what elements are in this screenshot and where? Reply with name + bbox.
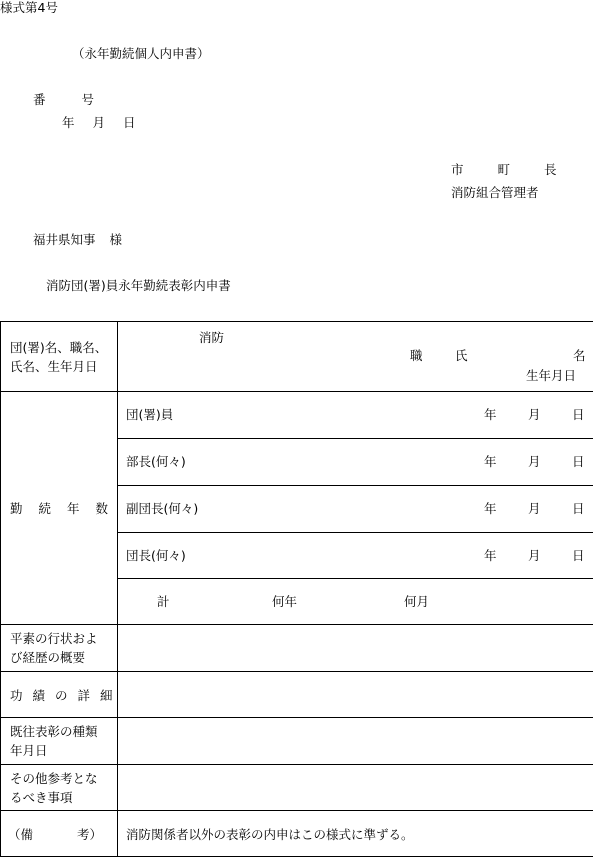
mayor-label bbox=[451, 162, 557, 177]
service-year-2: 年 bbox=[484, 454, 497, 469]
number-label bbox=[33, 92, 94, 107]
service-day-4: 日 bbox=[572, 548, 585, 563]
service-role-cell-4 bbox=[118, 533, 593, 579]
total-label: 計 bbox=[157, 594, 170, 609]
other-label-line-1: その他参考とな bbox=[10, 770, 98, 786]
service-role-2: 部長(何々) bbox=[126, 454, 186, 469]
other-label-line-2: るべき事項 bbox=[10, 789, 73, 805]
form-subtitle: （永年勤続個人内申書） bbox=[72, 46, 210, 61]
service-day-3: 日 bbox=[572, 501, 585, 516]
merit-label-cell bbox=[1, 672, 118, 718]
fire-union-manager: 消防組合管理者 bbox=[451, 185, 539, 200]
service-month-2: 月 bbox=[528, 454, 541, 469]
identity-label-line-1: 団(署)名、職名、 bbox=[10, 339, 108, 355]
position-label: 職 bbox=[410, 348, 423, 363]
mayor-town: 町 bbox=[497, 162, 511, 177]
past-awards-label-cell bbox=[1, 718, 118, 765]
service-row-1 bbox=[1, 392, 593, 439]
merit-char-2: 績 bbox=[32, 687, 46, 703]
service-month-1: 月 bbox=[528, 407, 541, 422]
merit-row bbox=[1, 672, 593, 718]
service-year-4: 年 bbox=[484, 548, 497, 563]
service-years-label bbox=[1, 499, 117, 517]
service-years-char-3: 年 bbox=[67, 501, 80, 516]
date-month: 月 bbox=[92, 115, 106, 130]
service-month-4: 月 bbox=[528, 548, 541, 563]
service-day-1: 日 bbox=[572, 407, 585, 422]
number-label-char-2: 号 bbox=[81, 92, 95, 107]
conduct-row bbox=[1, 625, 593, 672]
document-title: 消防団(署)員永年勤続表彰内申書 bbox=[46, 278, 231, 293]
addressee-honorific: 様 bbox=[109, 232, 123, 247]
form-number: 様式第4号 bbox=[0, 0, 58, 15]
merit-value-cell bbox=[118, 672, 593, 718]
mayor-city: 市 bbox=[451, 162, 464, 177]
service-year-3: 年 bbox=[484, 501, 497, 516]
mayor-head: 長 bbox=[544, 162, 557, 177]
date-day: 日 bbox=[123, 115, 136, 130]
past-awards-label-line-2: 年月日 bbox=[10, 743, 48, 758]
identity-label-line-2: 氏名、生年月日 bbox=[10, 358, 98, 374]
total-months: 何月 bbox=[404, 594, 430, 609]
fire-dept-label: 消防 bbox=[199, 330, 225, 345]
past-awards-row bbox=[1, 718, 593, 765]
service-year-1: 年 bbox=[484, 407, 497, 422]
past-awards-label-line-1: 既往表彰の種類 bbox=[10, 724, 98, 739]
remarks-label-open: （備 bbox=[8, 826, 34, 842]
service-role-1: 団(署)員 bbox=[126, 407, 174, 422]
application-form-table bbox=[0, 321, 593, 857]
addressee-name: 福井県知事 bbox=[33, 232, 96, 247]
service-role-cell-2 bbox=[118, 439, 593, 486]
merit-label bbox=[1, 686, 117, 704]
service-role-cell-1 bbox=[118, 392, 593, 439]
number-label-char-1: 番 bbox=[33, 92, 46, 107]
merit-char-5: 細 bbox=[100, 687, 113, 703]
remarks-label-cell bbox=[1, 811, 118, 857]
date-year: 年 bbox=[62, 115, 75, 130]
service-total-cell bbox=[118, 579, 593, 625]
conduct-label-cell bbox=[1, 625, 118, 672]
other-row bbox=[1, 765, 593, 811]
name-label-part-2: 名 bbox=[573, 348, 586, 363]
service-role-cell-3 bbox=[118, 486, 593, 533]
other-label-cell bbox=[1, 765, 118, 811]
remarks-label-close: 考） bbox=[77, 826, 103, 842]
service-years-char-4: 数 bbox=[95, 501, 109, 516]
name-label-part-1: 氏 bbox=[455, 348, 468, 363]
other-value-cell bbox=[118, 765, 593, 811]
merit-char-3: の bbox=[55, 687, 68, 703]
identity-value-cell bbox=[118, 322, 593, 392]
service-years-char-1: 勤 bbox=[10, 501, 23, 516]
conduct-label-line-1: 平素の行状およ bbox=[10, 631, 98, 646]
service-month-3: 月 bbox=[528, 501, 541, 516]
service-years-label-cell bbox=[1, 392, 118, 625]
remarks-value-cell bbox=[118, 811, 593, 857]
remarks-row bbox=[1, 811, 593, 857]
date-label bbox=[62, 115, 136, 130]
remarks-text: 消防関係者以外の表彰の内申はこの様式に準ずる。 bbox=[126, 826, 414, 842]
total-years: 何年 bbox=[272, 594, 298, 609]
service-role-4: 団長(何々) bbox=[126, 548, 186, 563]
service-role-3: 副団長(何々) bbox=[126, 501, 199, 516]
service-day-2: 日 bbox=[572, 454, 585, 469]
remarks-label bbox=[1, 825, 117, 843]
birthdate-label: 生年月日 bbox=[526, 368, 577, 383]
conduct-value-cell bbox=[118, 625, 593, 672]
merit-char-1: 功 bbox=[10, 687, 23, 703]
table-row-identity bbox=[1, 322, 593, 392]
conduct-label-line-2: び経歴の概要 bbox=[10, 650, 86, 665]
identity-label-cell bbox=[1, 322, 118, 392]
past-awards-value-cell bbox=[118, 718, 593, 765]
service-years-char-2: 続 bbox=[38, 501, 52, 516]
addressee bbox=[33, 232, 122, 247]
merit-char-4: 詳 bbox=[77, 687, 91, 703]
